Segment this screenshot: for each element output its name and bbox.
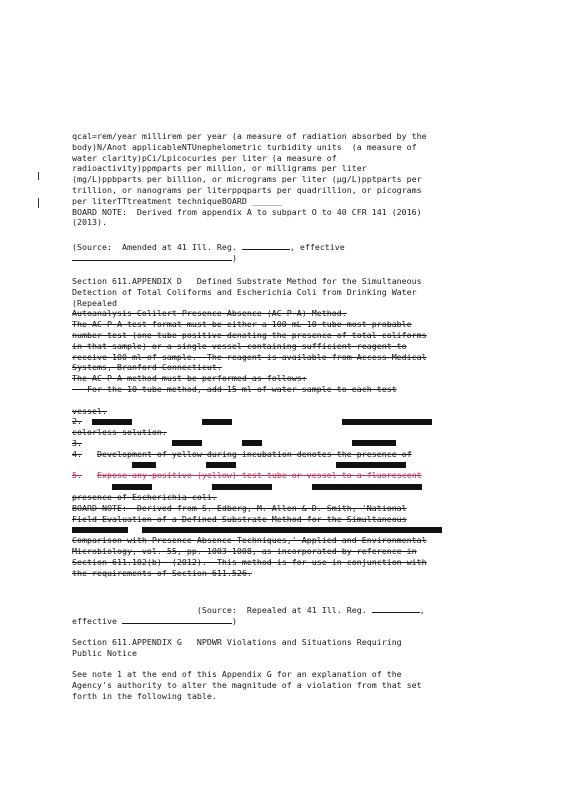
struck-line: BOARD NOTE: Derived from S. Edberg, M. Allen & D. Smith, 'National [72,502,407,513]
appendix-d-section [72,276,504,578]
struck-line: receive 100 ml of sample. The reagent is available from Access Medical [72,351,427,362]
definitions-block [72,131,504,228]
struck-line: For the 10-tube method, add 15 ml of water sample to each test [72,383,397,394]
struck-line: in that sample) or a single vessel containing sufficient reagent to [72,340,407,351]
redaction-bar [142,527,442,533]
board-note: BOARD NOTE: Derived from appendix A to subpart O to 40 CFR 141 (2016) [72,206,422,217]
struck-line: number test (one tube positive denoting the presence of total coliforms [72,329,427,340]
redaction-bar [336,462,406,468]
redaction-bar [212,484,272,490]
numbered-item [72,481,504,492]
source-repealed-prefix: (Source: Repealed at 41 Ill. Reg. [196,605,372,615]
redaction-bar [342,419,432,425]
redaction-bar [112,484,152,490]
board-note-cont: (2013). [72,217,107,228]
redaction-bar [132,462,156,468]
blank-underline [372,604,420,613]
appendix-g-body: See note 1 at the end of this Appendix G for an explanation of the [72,669,402,680]
struck-line: Microbiology, vol. 55, pp. 1003-1008, as incorporated by reference in [72,545,417,556]
redaction-bar [92,419,132,425]
definitions-line: radioactivity)ppmparts per million, or milligrams per liter [72,163,367,174]
redaction-bar [352,440,396,446]
appendix-d-heading: Detection of Total Coliforms and Escherichia Coli from Drinking Water [72,286,417,297]
struck-line: Comparison with Presence Absence Techniques,' Applied and Environmental [72,535,427,546]
struck-line: Autoanalysis Colilert Presence-Absence (AC P-A) Method. [72,308,347,319]
struck-line: vessel. [72,405,107,416]
struck-line: Field Evaluation of a Defined Substrate Method for the Simultaneous [72,513,407,524]
definitions-line: per literTTtreatment techniqueBOARD ______ [72,195,282,206]
numbered-item [72,460,504,471]
appendix-d-heading: Section 611.APPENDIX D Defined Substrate Method for the Simultaneous [72,276,422,286]
appendix-g-body: Agency's authority to alter the magnitude of a violation from that set [72,680,422,691]
redaction-bar [202,419,232,425]
redaction-bar [242,440,262,446]
struck-line: The AC P-A method must be performed as follows: [72,373,307,384]
blank-underline [122,615,232,624]
source-amended: (Source: Amended at 41 Ill. Reg. , effective ) [72,242,345,263]
numbered-item: 5. Expose any positive (yellow) test tube or vessel to a fluorescent [72,470,422,481]
source-repealed: (Source: Repealed at 41 Ill. Reg. , effective ) [72,605,425,626]
redaction-bar [312,484,422,490]
appendix-g-section [72,637,504,702]
numbered-item: 4. Development of yellow during incubation denotes the presence of [72,448,412,459]
definitions-line: (mg/L)ppbparts per billion, or micrograms per liter (µg/L)pptparts per [72,174,422,185]
redaction-bar [72,527,128,533]
numbered-item: 2. [72,416,504,427]
margin-revision-bar [38,172,39,180]
numbered-item: 3. [72,438,504,449]
redaction-bar [172,440,202,446]
blank-underline [72,252,232,261]
definitions-line: trillion, or nanograms per literppqparts per quadrillion, or picograms [72,184,422,195]
source-amended-middle: , effective [289,242,345,252]
struck-line: presence of Escherichia coli. [72,491,217,502]
struck-line: The AC P-A test format must be either a 100 mL 10-tube most probable [72,319,412,330]
redacted-line [72,395,504,406]
definitions-line: water clarity)pCi/Lpicocuries per liter (a measure of [72,152,337,163]
struck-line: the requirements of Section 611.526. [72,567,252,578]
definitions-line: qcal=rem/year millirem per year (a measure of radiation absorbed by the [72,131,427,141]
numbered-item-text: colorless solution. [72,427,167,438]
definitions-line: body)N/Anot applicableNTUnephelometric turbidity units (a measure of [72,141,417,152]
redacted-line [72,524,504,535]
appendix-g-heading: Public Notice [72,647,137,658]
margin-revision-bar [38,198,39,208]
appendix-d-heading: (Repealed [72,297,117,308]
redaction-bar [206,462,236,468]
struck-line: Section 611.102(b) (2012). This method is for use in conjunction with [72,556,427,567]
appendix-g-body: forth in the following table. [72,690,217,701]
appendix-g-heading: Section 611.APPENDIX G NPDWR Violations and Situations Requiring [72,637,402,647]
source-repealed-effective: effective [72,615,117,626]
struck-line: Systems, Branford Connecticut. [72,362,222,373]
blank-underline [242,241,290,250]
source-amended-prefix: (Source: Amended at 41 Ill. Reg. [72,242,242,252]
